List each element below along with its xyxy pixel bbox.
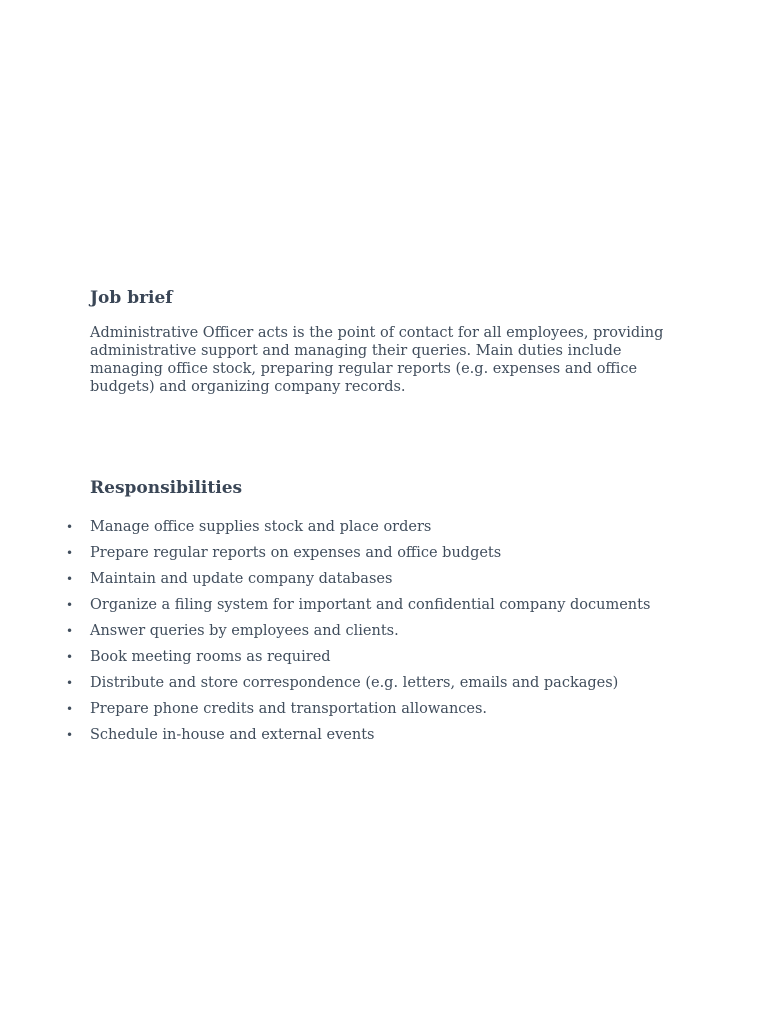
bullet-icon: • — [66, 702, 74, 716]
list-item — [66, 618, 730, 644]
list-item-text: Book meeting rooms as required — [90, 649, 331, 665]
job-brief-text: Administrative Officer acts is the point of contact for all employees, providing administrative support and managing their queries. Main duties include managing office stock, preparing regular reports (e.g. expenses and office budgets) and organizing company records. — [90, 325, 664, 395]
bullet-icon: • — [66, 624, 74, 638]
list-item-text: Prepare phone credits and transportation allowances. — [90, 701, 488, 717]
list-item-text: Maintain and update company databases — [90, 571, 393, 587]
responsibilities-list — [66, 514, 730, 748]
list-item-text: Prepare regular reports on expenses and office budgets — [90, 545, 502, 561]
list-item — [66, 644, 730, 670]
list-item — [66, 722, 730, 748]
bullet-icon: • — [66, 598, 74, 612]
list-item-text: Schedule in-house and external events — [90, 727, 375, 743]
list-item-text: Distribute and store correspondence (e.g. letters, emails and packages) — [90, 675, 619, 691]
responsibilities-heading: Responsibilities — [90, 478, 243, 498]
bullet-icon: • — [66, 572, 74, 586]
list-item — [66, 566, 730, 592]
list-item — [66, 592, 730, 618]
list-item — [66, 540, 730, 566]
list-item-text: Organize a filing system for important and confidential company documents — [90, 597, 651, 613]
list-item — [66, 670, 730, 696]
list-item — [66, 514, 730, 540]
bullet-icon: • — [66, 520, 74, 534]
bullet-icon: • — [66, 650, 74, 664]
bullet-icon: • — [66, 676, 74, 690]
list-item-text: Answer queries by employees and clients. — [90, 623, 399, 639]
list-item — [66, 696, 730, 722]
bullet-icon: • — [66, 728, 74, 742]
list-item-text: Manage office supplies stock and place orders — [90, 519, 432, 535]
bullet-icon: • — [66, 546, 74, 560]
job-brief-heading: Job brief — [90, 288, 173, 308]
